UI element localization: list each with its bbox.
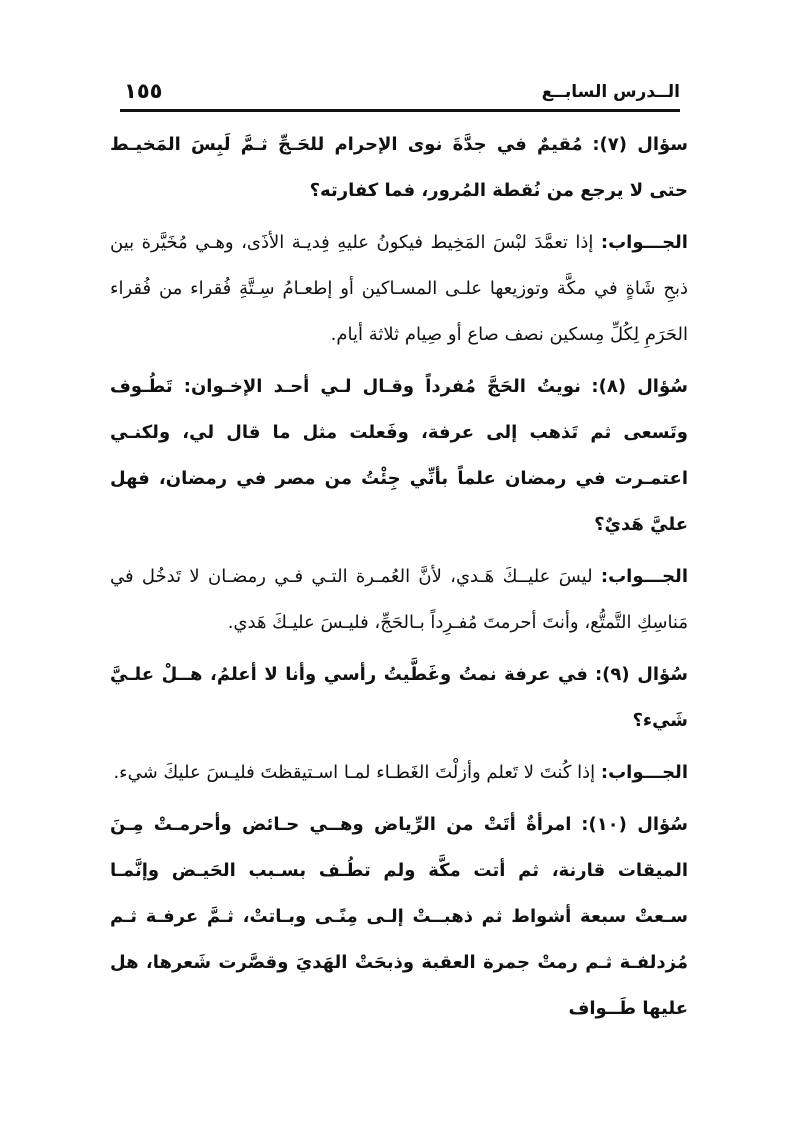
question-text: نويتُ الحَجَّ مُفرداً وقـال لـي أحـد الإخـوان: تَطُـوف وتَسعى ثم تَذهب إلى عرفة، وفَعلت مثل ما قال لي، ولكنـي اعتمـرت في رمضان علماً بأنِّي جِئْتُ من مصر في رمضان، فهل عليَّ هَديٌ؟ — [110, 376, 688, 535]
question-9 — [110, 652, 688, 744]
question-8 — [110, 364, 688, 548]
question-text: مُقيمٌ في جدَّةَ نوى الإحرام للحَـجِّ ثـمَّ لَبِسَ المَخيـط حتى لا يرجع من نُقطة المُرور، فما كفارته؟ — [110, 134, 688, 201]
running-header — [120, 78, 680, 112]
chapter-title: الــدرس السابــع — [541, 82, 680, 102]
question-7 — [110, 122, 688, 214]
header-rule — [120, 109, 680, 112]
answer-lead: الجـــواب: — [600, 762, 688, 783]
question-10 — [110, 802, 688, 1032]
answer-text: إذا تعمَّدَ لبْسَ المَخِيط فيكونُ عليهِ فِديـة الأذَى، وهـي مُخَيَّرة بين ذبحِ شَاةٍ في مكَّة وتوزيعها علـى المسـاكين أو إطعـامُ سِـتَّةِ فُقراء من فُقراء الحَرَمِ لِكُلِّ مِسكين نصف صاع أو صِيام ثلاثة أيام. — [110, 232, 688, 345]
question-lead: سُؤال (١٠): — [581, 814, 688, 835]
answer-8 — [110, 554, 688, 646]
question-text: امرأةٌ أتَتْ من الرِّياض وهــي حـائض وأحرمـتْ مِـنَ الميقات قارنة، ثم أتت مكَّة ولم تطُـف بسـبب الحَيـض وإنَّمـا سـعتْ سبعة أشواط ثم ذهبــتْ إلـى مِنًـى وبـاتتْ، ثـمَّ عرفـة ثـم مُزدلفـة ثـم رمتْ جمرة العقبة وذبحَتْ الهَديَ وقصَّرت شَعرها، هل عليها طَــواف — [110, 814, 688, 1019]
page-number: ١٥٥ — [124, 79, 163, 103]
answer-text: إذا كُنتَ لا تَعلم وأزلْتَ الغَطـاء لمـا اسـتيقظتَ فليـسَ عليكَ شيء. — [113, 762, 596, 783]
question-lead: سُؤال (٩): — [594, 664, 688, 685]
question-lead: سُؤال (٨): — [591, 376, 688, 397]
answer-text: ليسَ عليــكَ هَـدي، لأنَّ العُمـرة التـي فـي رمضـان لا تَدخُل في مَناسِكِ التَّمتُّع، وأنتَ أحرمتَ مُفـرِداً بـالحَجِّ، فليـسَ عليـكَ هَدي. — [110, 566, 688, 633]
page-body — [110, 122, 688, 1034]
answer-lead: الجـــواب: — [600, 566, 688, 587]
answer-9 — [110, 750, 688, 796]
question-lead: سؤال (٧): — [592, 134, 688, 155]
answer-lead: الجـــواب: — [600, 232, 688, 253]
question-text: في عرفة نمتُ وغَطَّيتُ رأسي وأنا لا أعلمُ، هــلْ علـيَّ شَيء؟ — [110, 664, 688, 731]
answer-7 — [110, 220, 688, 358]
